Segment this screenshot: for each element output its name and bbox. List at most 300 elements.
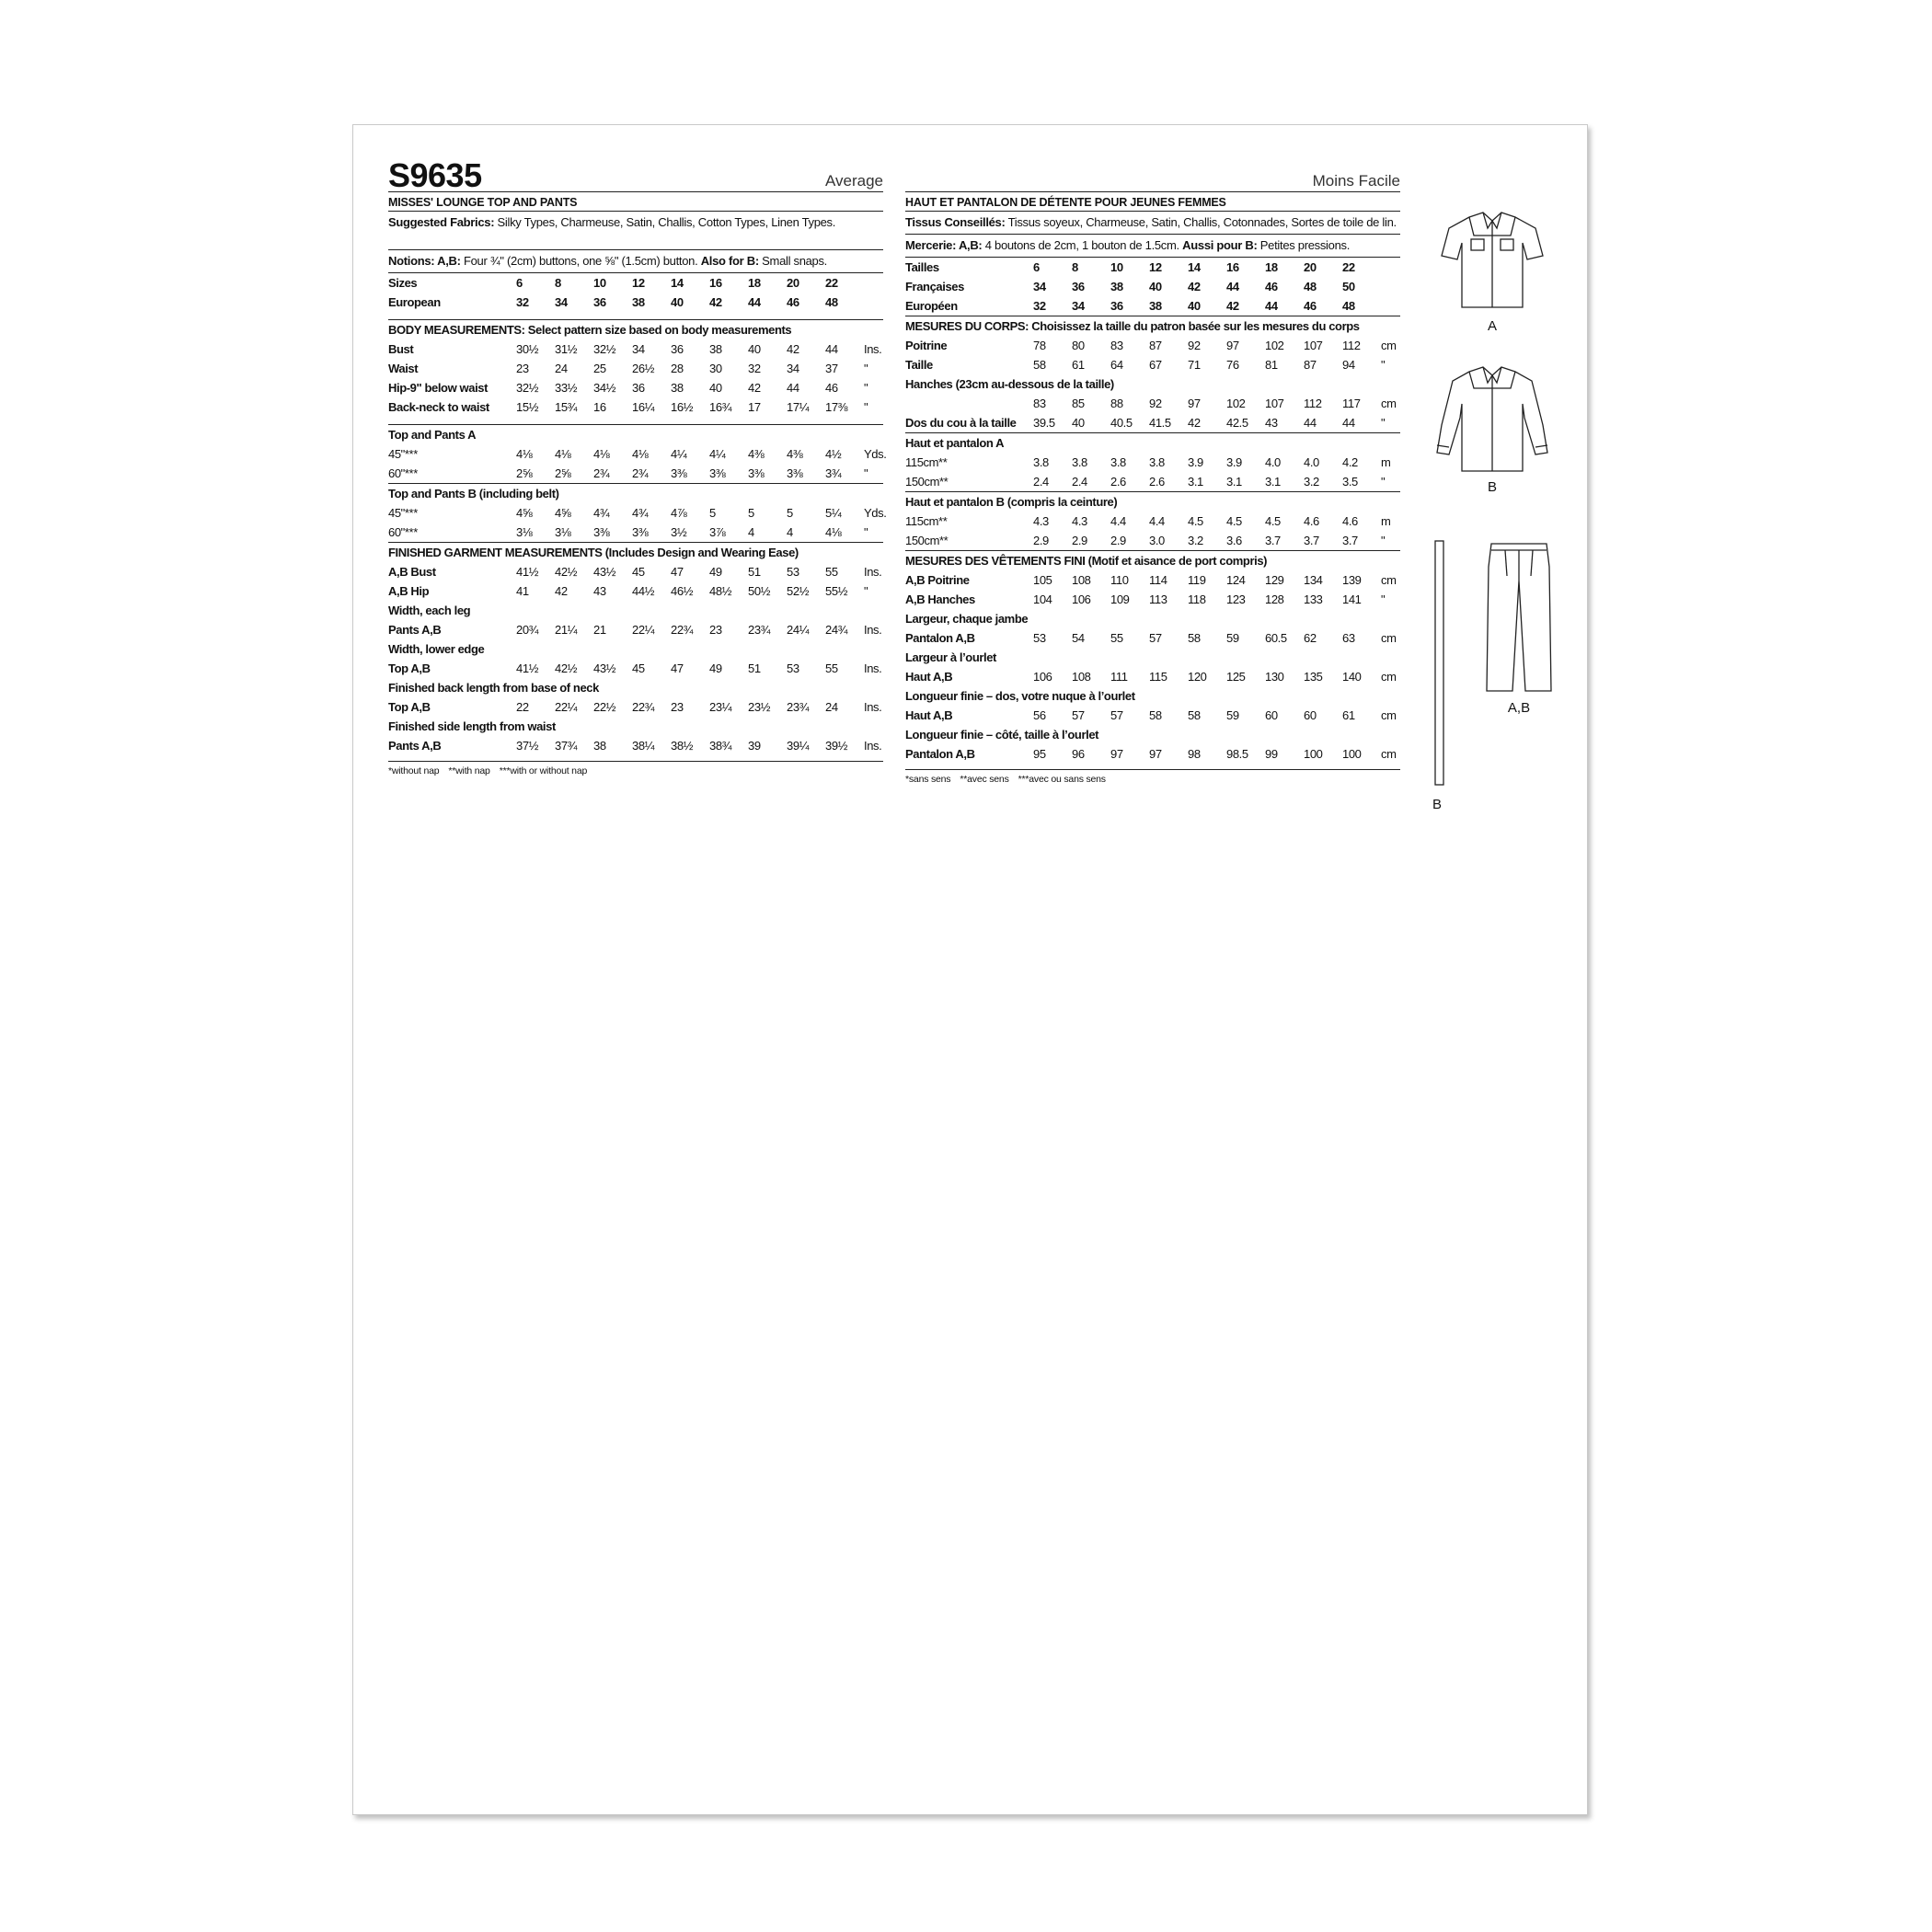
pants-illustration <box>1478 539 1560 696</box>
unit-cell: cm <box>1381 397 1397 410</box>
table-cell: 53 <box>787 565 799 579</box>
row-label: Sizes <box>388 276 418 290</box>
table-cell: 108 <box>1072 670 1091 684</box>
table-row <box>388 464 883 484</box>
unit-cell: Ins. <box>864 661 882 675</box>
unit-cell <box>1381 258 1400 277</box>
table-cell: 21¼ <box>555 623 578 637</box>
table-row <box>905 394 1400 413</box>
table-cell: 8 <box>555 276 561 290</box>
table-row <box>905 336 1400 355</box>
difficulty-label: Average <box>824 172 883 190</box>
table-cell: 45 <box>632 661 645 675</box>
unit-cell: " <box>864 400 868 414</box>
table-cell: 3.8 <box>1033 455 1049 469</box>
table-cell: 38 <box>671 381 684 395</box>
table-cell: 2.9 <box>1110 534 1126 547</box>
table-cell: 18 <box>748 276 761 290</box>
table-cell: 83 <box>1110 339 1123 352</box>
table-cell: 23 <box>671 700 684 714</box>
table-cell: 49 <box>709 565 722 579</box>
section-heading-row <box>905 686 1400 706</box>
table-cell: 4 <box>748 525 754 539</box>
section-label: Top and Pants A <box>388 425 883 445</box>
table-cell: 48½ <box>709 584 732 598</box>
table-cell: 14 <box>671 276 684 290</box>
table-cell: 23½ <box>748 700 771 714</box>
section-heading-row <box>388 601 883 620</box>
unit-cell: cm <box>1381 708 1397 722</box>
section-heading-row <box>905 609 1400 628</box>
table-cell: 4.0 <box>1304 455 1319 469</box>
row-label: European <box>388 295 441 309</box>
unit-cell: " <box>864 584 868 598</box>
section-heading-row <box>905 492 1400 512</box>
table-cell: 25 <box>593 362 606 375</box>
table-cell: 129 <box>1265 573 1284 587</box>
notions-label: Mercerie: A,B: <box>905 238 983 252</box>
table-cell: 3.2 <box>1188 534 1203 547</box>
table-cell: 141 <box>1342 592 1362 606</box>
row-label: Pants A,B <box>388 739 442 753</box>
table-cell: 54 <box>1072 631 1085 645</box>
table-cell: 16¾ <box>709 400 732 414</box>
table-cell: 57 <box>1149 631 1162 645</box>
row-label: A,B Poitrine <box>905 573 970 587</box>
table-cell: 4⅜ <box>748 447 765 461</box>
table-cell: 32½ <box>516 381 539 395</box>
section-label: Longueur finie – dos, votre nuque à l’ourlet <box>905 689 1135 703</box>
table-cell: 3.2 <box>1304 475 1319 489</box>
table-cell: 139 <box>1342 573 1362 587</box>
row-label: Taille <box>905 358 933 372</box>
table-row <box>905 355 1400 374</box>
table-cell: 2.6 <box>1110 475 1126 489</box>
unit-cell: " <box>1381 358 1386 372</box>
table-cell: 34 <box>555 295 568 309</box>
table-row <box>388 378 883 397</box>
table-row <box>388 620 883 639</box>
row-label: Pantalon A,B <box>905 631 975 645</box>
table-cell: 42½ <box>555 661 578 675</box>
table-cell: 24 <box>825 700 838 714</box>
table-cell: 3.7 <box>1304 534 1319 547</box>
section-label: FINISHED GARMENT MEASUREMENTS (Includes Design and Wearing Ease) <box>388 543 883 563</box>
section-label: Haut et pantalon A <box>905 433 1400 454</box>
table-cell: 85 <box>1072 397 1085 410</box>
table-cell: 43 <box>1265 416 1278 430</box>
table-cell: 92 <box>1188 339 1201 352</box>
table-row <box>905 744 1400 764</box>
table-row <box>905 628 1400 648</box>
table-cell: 95 <box>1033 747 1046 761</box>
table-cell: 40.5 <box>1110 416 1133 430</box>
table-cell: 2.4 <box>1072 475 1087 489</box>
fabrics-text: Silky Types, Charmeuse, Satin, Challis, Cotton Types, Linen Types. <box>494 215 836 229</box>
table-cell: 44 <box>1226 280 1239 293</box>
table-cell: 104 <box>1033 592 1052 606</box>
spacer-row <box>388 312 883 320</box>
table-cell: 3.1 <box>1226 475 1242 489</box>
table-cell: 60 <box>1304 708 1317 722</box>
unit-cell: Yds. <box>864 506 887 520</box>
table-cell: 34 <box>787 362 799 375</box>
notions-also-label: Also for B: <box>700 254 759 268</box>
table-row <box>388 444 883 464</box>
table-cell: 58 <box>1188 708 1201 722</box>
table-cell: 3.5 <box>1342 475 1358 489</box>
table-cell: 4.2 <box>1342 455 1358 469</box>
table-cell: 108 <box>1072 573 1091 587</box>
table-cell: 2.6 <box>1149 475 1165 489</box>
table-cell: 102 <box>1265 339 1284 352</box>
section-label: Width, each leg <box>388 604 471 617</box>
row-label: 60"*** <box>388 525 418 539</box>
table-cell: 38¼ <box>632 739 655 753</box>
table-cell: 3⅜ <box>787 466 803 480</box>
table-cell: 42½ <box>555 565 578 579</box>
table-cell: 106 <box>1072 592 1091 606</box>
table-cell: 6 <box>516 276 523 290</box>
section-label: Top and Pants B (including belt) <box>388 484 883 504</box>
row-label: 45"*** <box>388 447 418 461</box>
footnotes <box>388 761 883 776</box>
table-cell: 3.8 <box>1110 455 1126 469</box>
table-row <box>905 570 1400 590</box>
table-cell: 60.5 <box>1265 631 1287 645</box>
section-heading-row <box>388 639 883 659</box>
row-label: A,B Bust <box>388 565 436 579</box>
table-cell: 59 <box>1226 708 1239 722</box>
table-cell: 23 <box>709 623 722 637</box>
table-cell: 55½ <box>825 584 848 598</box>
table-cell: 4⅛ <box>516 447 533 461</box>
unit-cell: m <box>1381 514 1391 528</box>
table-row <box>905 706 1400 725</box>
unit-cell <box>1381 296 1400 316</box>
table-cell: 71 <box>1188 358 1201 372</box>
table-cell: 118 <box>1188 592 1206 606</box>
table-cell: 94 <box>1342 358 1355 372</box>
table-cell: 92 <box>1149 397 1162 410</box>
table-row <box>388 397 883 417</box>
table-cell: 60 <box>1265 708 1278 722</box>
table-cell: 105 <box>1033 573 1052 587</box>
table-cell: 42 <box>555 584 568 598</box>
unit-cell: Yds. <box>864 447 887 461</box>
table-cell: 64 <box>1110 358 1123 372</box>
section-heading-row <box>388 484 883 504</box>
table-cell: 2.9 <box>1033 534 1049 547</box>
suggested-fabrics <box>905 212 1400 235</box>
table-cell: 55 <box>825 661 838 675</box>
table-cell: 2¾ <box>593 466 610 480</box>
table-cell: 3.7 <box>1265 534 1281 547</box>
table-cell: 8 <box>1072 260 1078 274</box>
fabrics-label: Suggested Fabrics: <box>388 215 495 229</box>
section-heading-row <box>388 425 883 445</box>
unit-cell: cm <box>1381 631 1397 645</box>
table-cell: 2.4 <box>1033 475 1049 489</box>
table-cell: 61 <box>1072 358 1085 372</box>
table-cell: 30½ <box>516 342 539 356</box>
table-cell: 38 <box>1149 299 1162 313</box>
table-cell: 43½ <box>593 661 616 675</box>
pattern-number: S9635 <box>388 156 482 194</box>
table-cell: 53 <box>787 661 799 675</box>
table-cell: 31½ <box>555 342 578 356</box>
table-cell: 119 <box>1188 573 1206 587</box>
unit-cell: cm <box>1381 747 1397 761</box>
table-cell: 28 <box>671 362 684 375</box>
table-cell: 4⅛ <box>555 447 571 461</box>
table-cell: 106 <box>1033 670 1052 684</box>
unit-cell: Ins. <box>864 565 882 579</box>
table-cell: 4¾ <box>632 506 649 520</box>
table-cell: 3⅜ <box>671 466 687 480</box>
table-cell: 34 <box>632 342 645 356</box>
table-cell: 3⅜ <box>593 525 610 539</box>
table-cell: 18 <box>1265 260 1278 274</box>
table-cell: 3.6 <box>1226 534 1242 547</box>
unit-cell: Ins. <box>864 700 882 714</box>
table-cell: 58 <box>1033 358 1046 372</box>
table-cell: 38 <box>593 739 606 753</box>
table-cell: 20 <box>1304 260 1317 274</box>
table-cell: 63 <box>1342 631 1355 645</box>
table-cell: 130 <box>1265 670 1284 684</box>
table-cell: 5¼ <box>825 506 842 520</box>
table-cell: 39.5 <box>1033 416 1055 430</box>
table-row <box>388 359 883 378</box>
notions <box>905 235 1400 258</box>
table-cell: 22¾ <box>671 623 694 637</box>
table-cell: 17 <box>748 400 761 414</box>
table-cell: 2.9 <box>1072 534 1087 547</box>
table-cell: 115 <box>1149 670 1167 684</box>
table-cell: 36 <box>1110 299 1123 313</box>
table-cell: 42 <box>1226 299 1239 313</box>
table-cell: 46 <box>1304 299 1317 313</box>
table-cell: 38¾ <box>709 739 732 753</box>
section-heading-row <box>388 543 883 563</box>
table-cell: 50 <box>1342 280 1355 293</box>
table-cell: 14 <box>1188 260 1201 274</box>
table-cell: 46 <box>787 295 799 309</box>
unit-cell: cm <box>1381 573 1397 587</box>
table-cell: 46 <box>825 381 838 395</box>
footnote: ***avec ou sans sens <box>1018 774 1106 785</box>
table-cell: 37 <box>825 362 838 375</box>
unit-cell: cm <box>1381 670 1397 684</box>
table-cell: 22¼ <box>555 700 578 714</box>
footnote: ***with or without nap <box>499 765 588 776</box>
view-label-a: A <box>1487 318 1497 334</box>
table-row <box>905 512 1400 531</box>
table-cell: 3¾ <box>825 466 842 480</box>
table-cell: 32 <box>1033 299 1046 313</box>
table-cell: 43½ <box>593 565 616 579</box>
table-cell: 3⅜ <box>632 525 649 539</box>
table-cell: 40 <box>1072 416 1085 430</box>
notions-also-text: Small snaps. <box>758 254 827 268</box>
table-cell: 3⅛ <box>516 525 533 539</box>
table-cell: 3⅜ <box>748 466 765 480</box>
table-cell: 42.5 <box>1226 416 1248 430</box>
table-cell: 99 <box>1265 747 1278 761</box>
table-cell: 44 <box>1265 299 1278 313</box>
section-label: Hanches (23cm au-dessous de la taille) <box>905 377 1114 391</box>
unit-cell <box>864 293 883 312</box>
row-label: Top A,B <box>388 661 431 675</box>
table-cell: 22½ <box>593 700 616 714</box>
table-cell: 22 <box>516 700 529 714</box>
table-cell: 49 <box>709 661 722 675</box>
table-cell: 3.9 <box>1226 455 1242 469</box>
table-cell: 44 <box>1342 416 1355 430</box>
table-cell: 5 <box>787 506 793 520</box>
table-cell: 42 <box>709 295 722 309</box>
table-cell: 117 <box>1342 397 1361 410</box>
table-cell: 112 <box>1342 339 1361 352</box>
table-cell: 23 <box>516 362 529 375</box>
table-cell: 112 <box>1304 397 1322 410</box>
table-cell: 17¼ <box>787 400 810 414</box>
section-label: Largeur à l’ourlet <box>905 650 996 664</box>
table-cell: 97 <box>1188 397 1201 410</box>
notions <box>388 250 883 273</box>
row-label: Haut A,B <box>905 708 953 722</box>
table-cell: 4.6 <box>1304 514 1319 528</box>
table-cell: 36 <box>593 295 606 309</box>
row-label: Pantalon A,B <box>905 747 975 761</box>
table-cell: 46½ <box>671 584 694 598</box>
table-cell: 76 <box>1226 358 1239 372</box>
table-cell: 2¾ <box>632 466 649 480</box>
table-cell: 78 <box>1033 339 1046 352</box>
table-cell: 57 <box>1110 708 1123 722</box>
section-label: BODY MEASUREMENTS: Select pattern size based on body measurements <box>388 320 883 340</box>
unit-cell: " <box>1381 534 1386 547</box>
row-label: 115cm** <box>905 514 948 528</box>
table-cell: 4.3 <box>1072 514 1087 528</box>
row-label: Bust <box>388 342 414 356</box>
suggested-fabrics <box>388 212 883 250</box>
section-label: Longueur finie – côté, taille à l’ourlet <box>905 728 1099 742</box>
table-cell: 3.8 <box>1149 455 1165 469</box>
table-cell: 23¾ <box>787 700 810 714</box>
table-row <box>388 523 883 543</box>
table-row <box>388 273 883 293</box>
table-cell: 97 <box>1226 339 1239 352</box>
row-label: Back-neck to waist <box>388 400 489 414</box>
table-cell: 10 <box>593 276 606 290</box>
table-row <box>388 581 883 601</box>
english-header <box>388 156 883 194</box>
table-cell: 36 <box>671 342 684 356</box>
table-cell: 41½ <box>516 565 539 579</box>
row-label: 60"*** <box>388 466 418 480</box>
table-row <box>388 562 883 581</box>
table-cell: 5 <box>748 506 754 520</box>
table-cell: 22 <box>825 276 838 290</box>
table-cell: 32 <box>748 362 761 375</box>
section-label: Largeur, chaque jambe <box>905 612 1029 626</box>
row-label: Dos du cou à la taille <box>905 416 1017 430</box>
table-cell: 38 <box>709 342 722 356</box>
table-cell: 107 <box>1304 339 1323 352</box>
table-cell: 107 <box>1265 397 1284 410</box>
table-cell: 44 <box>748 295 761 309</box>
row-label: 150cm** <box>905 534 949 547</box>
table-cell: 4½ <box>825 447 842 461</box>
table-cell: 98 <box>1188 747 1201 761</box>
table-cell: 39¼ <box>787 739 810 753</box>
table-cell: 48 <box>1304 280 1317 293</box>
table-cell: 40 <box>748 342 761 356</box>
footnote: **with nap <box>448 765 490 776</box>
row-label: 115cm** <box>905 455 948 469</box>
table-cell: 44 <box>1304 416 1317 430</box>
section-heading-row <box>905 648 1400 667</box>
table-cell: 40 <box>709 381 722 395</box>
table-cell: 80 <box>1072 339 1085 352</box>
table-cell: 42 <box>1188 416 1201 430</box>
table-cell: 4.5 <box>1265 514 1281 528</box>
row-label: Top A,B <box>388 700 431 714</box>
section-heading-row <box>388 320 883 340</box>
table-cell: 140 <box>1342 670 1362 684</box>
table-row <box>905 667 1400 686</box>
table-cell: 15¾ <box>555 400 578 414</box>
table-cell: 135 <box>1304 670 1323 684</box>
pattern-title: HAUT ET PANTALON DE DÉTENTE POUR JEUNES FEMMES <box>905 192 1400 212</box>
unit-cell: cm <box>1381 339 1397 352</box>
table-cell: 42 <box>787 342 799 356</box>
table-cell: 134 <box>1304 573 1323 587</box>
table-row <box>905 590 1400 609</box>
table-row <box>388 503 883 523</box>
measurement-table <box>388 273 887 755</box>
table-cell: 22¾ <box>632 700 655 714</box>
table-row <box>388 293 883 312</box>
notions-label: Notions: A,B: <box>388 254 461 268</box>
section-label: MESURES DU CORPS: Choisissez la taille du patron basée sur les mesures du corps <box>905 316 1400 337</box>
table-cell: 23¼ <box>709 700 732 714</box>
table-cell: 22¼ <box>632 623 655 637</box>
notions-text: 4 boutons de 2cm, 1 bouton de 1.5cm. <box>982 238 1183 252</box>
table-cell: 39½ <box>825 739 848 753</box>
table-cell: 128 <box>1265 592 1284 606</box>
table-cell: 48 <box>825 295 838 309</box>
table-row <box>905 472 1400 492</box>
table-cell: 43 <box>593 584 606 598</box>
section-heading-row <box>905 551 1400 571</box>
table-cell: 57 <box>1072 708 1085 722</box>
table-cell: 41½ <box>516 661 539 675</box>
table-cell: 39 <box>748 739 761 753</box>
unit-cell: Ins. <box>864 739 882 753</box>
row-label: 45"*** <box>388 506 418 520</box>
table-cell: 38 <box>632 295 645 309</box>
table-row <box>905 277 1400 296</box>
table-cell: 125 <box>1226 670 1246 684</box>
table-cell: 41.5 <box>1149 416 1171 430</box>
table-cell: 110 <box>1110 573 1129 587</box>
table-cell: 42 <box>748 381 761 395</box>
table-cell: 32 <box>516 295 529 309</box>
table-cell: 56 <box>1033 708 1046 722</box>
